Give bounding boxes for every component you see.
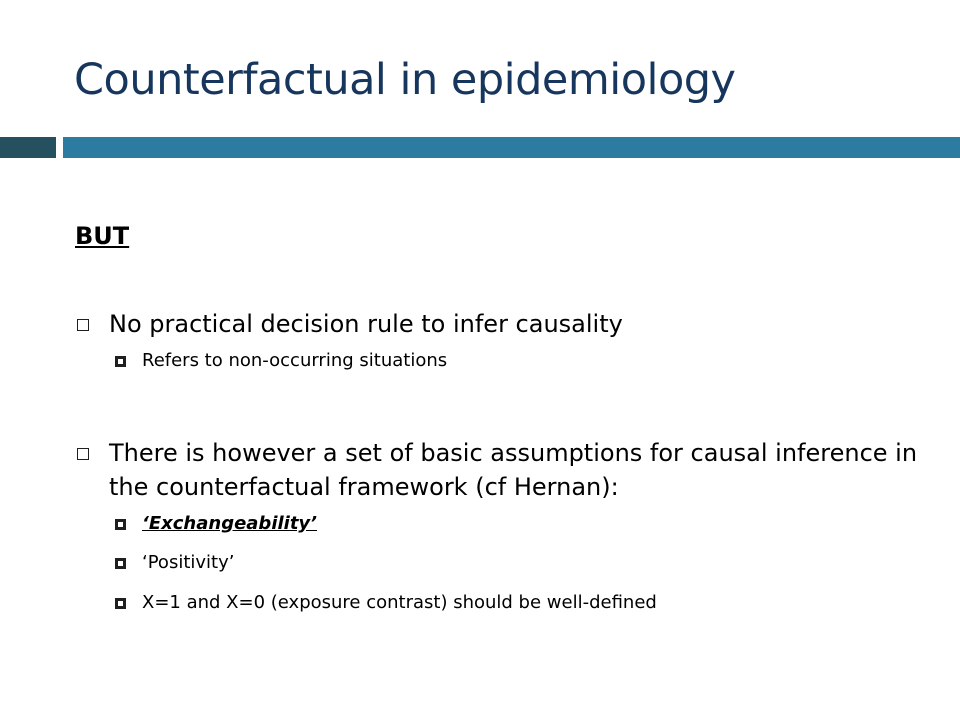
filled-square-icon	[115, 356, 126, 367]
sub-bullet-text: X=1 and X=0 (exposure contrast) should be well-defined	[142, 592, 657, 613]
title-accent-bar-light	[63, 137, 960, 158]
filled-square-icon	[115, 558, 126, 569]
slide-title: Counterfactual in epidemiology	[74, 55, 736, 105]
hollow-square-icon	[77, 448, 89, 460]
title-accent-bar-dark	[0, 137, 56, 158]
sub-bullet-text: Refers to non-occurring situations	[142, 350, 448, 371]
filled-square-icon	[115, 598, 126, 609]
sub-bullet-text: ‘Positivity’	[142, 552, 235, 573]
hollow-square-icon	[77, 319, 89, 331]
filled-square-icon	[115, 519, 126, 530]
bullet-text: No practical decision rule to infer causality	[109, 310, 623, 338]
lead-text: BUT	[75, 222, 130, 250]
sub-bullet-text: ‘Exchangeability’	[142, 513, 317, 534]
bullet-text: There is however a set of basic assumptions for causal inference in the counterfactual framework (cf Hernan):	[109, 439, 918, 501]
